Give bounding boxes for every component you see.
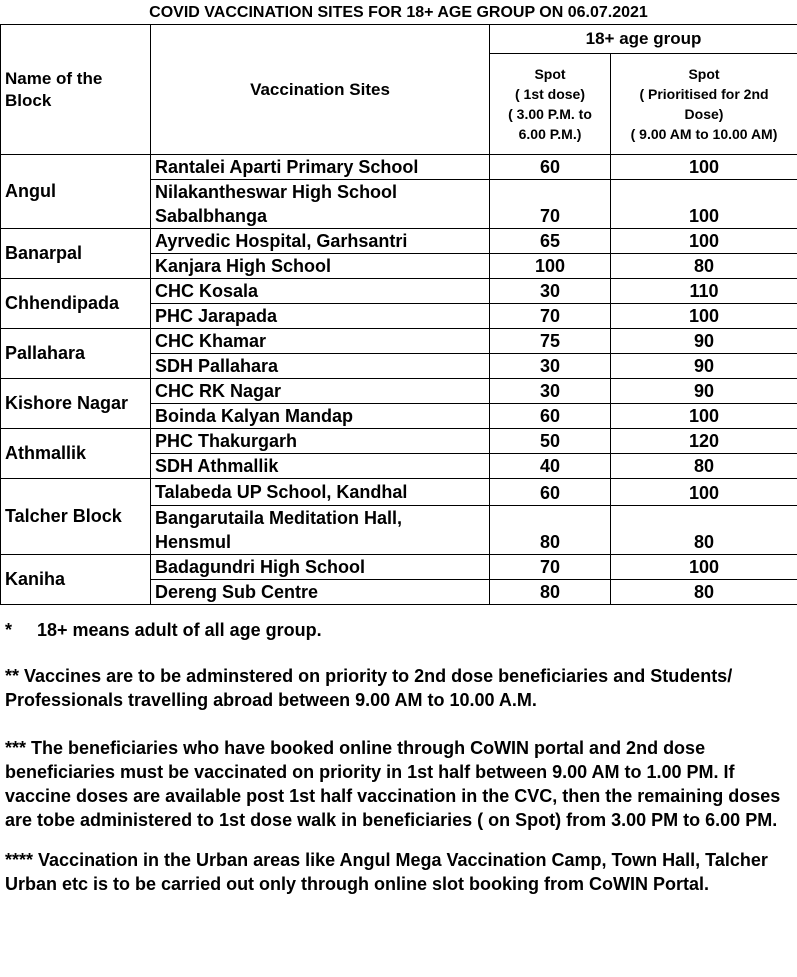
- spot-1st-dose: 30: [490, 379, 611, 404]
- table-row: [1, 555, 797, 580]
- header-block: Name of the Block: [1, 25, 151, 155]
- spot-2nd-dose: 100: [611, 180, 797, 229]
- spot-1st-dose: 50: [490, 429, 611, 454]
- spot-1st-dose: 80: [490, 506, 611, 555]
- header-row-1: [1, 25, 797, 54]
- header-spot-2nd-dose: Spot ( Prioritised for 2nd Dose) ( 9.00 AM to 10.00 AM): [611, 54, 797, 155]
- table-row: [1, 155, 797, 180]
- spot-2nd-dose: 100: [611, 304, 797, 329]
- spot-1st-dose: 60: [490, 155, 611, 180]
- site-name: SDH Athmallik: [151, 454, 490, 479]
- spot-2nd-dose: 80: [611, 580, 797, 605]
- site-name: Boinda Kalyan Mandap: [151, 404, 490, 429]
- spot-1st-dose: 30: [490, 279, 611, 304]
- spot-1st-dose: 75: [490, 329, 611, 354]
- table-row: [1, 429, 797, 454]
- table-row: [1, 479, 797, 506]
- site-name: CHC Kosala: [151, 279, 490, 304]
- site-name: PHC Jarapada: [151, 304, 490, 329]
- footnote-2: ** Vaccines are to be adminstered on priority to 2nd dose beneficiaries and Students/ Professionals travelling abroad between 9.00 AM to 10.00 A.M.: [5, 666, 733, 710]
- table-row: [1, 279, 797, 304]
- site-name: CHC RK Nagar: [151, 379, 490, 404]
- spot-1st-dose: 80: [490, 580, 611, 605]
- spot-2nd-dose: 90: [611, 354, 797, 379]
- site-name: SDH Pallahara: [151, 354, 490, 379]
- block-name: Kishore Nagar: [1, 379, 151, 429]
- footnote-4: **** Vaccination in the Urban areas like Angul Mega Vaccination Camp, Town Hall, Talcher Urban etc is to be carried out only through online slot booking from CoWIN Portal.: [5, 850, 768, 894]
- spot-2nd-dose: 100: [611, 555, 797, 580]
- site-name: Badagundri High School: [151, 555, 490, 580]
- spot-1st-dose: 60: [490, 404, 611, 429]
- spot-1st-dose: 70: [490, 555, 611, 580]
- block-name: Talcher Block: [1, 479, 151, 555]
- site-name: Talabeda UP School, Kandhal: [151, 479, 490, 506]
- spot-2nd-dose: 80: [611, 454, 797, 479]
- spot-2nd-dose: 90: [611, 329, 797, 354]
- spot-1st-dose: 65: [490, 229, 611, 254]
- spot-2nd-dose: 120: [611, 429, 797, 454]
- spot-2nd-dose: 100: [611, 229, 797, 254]
- header-spot-1st-dose: Spot ( 1st dose) ( 3.00 P.M. to 6.00 P.M.): [490, 54, 611, 155]
- spot-1st-dose: 30: [490, 354, 611, 379]
- spot-1st-dose: 40: [490, 454, 611, 479]
- table-row: [1, 379, 797, 404]
- block-name: Angul: [1, 155, 151, 229]
- header-sites: Vaccination Sites: [151, 25, 490, 155]
- spot-2nd-dose: 80: [611, 506, 797, 555]
- spot-1st-dose: 70: [490, 180, 611, 229]
- spot-2nd-dose: 100: [611, 479, 797, 506]
- spot-2nd-dose: 110: [611, 279, 797, 304]
- header-age-group: 18+ age group: [490, 25, 797, 54]
- document-title: COVID VACCINATION SITES FOR 18+ AGE GROUP ON 06.07.2021: [149, 4, 648, 21]
- spot-2nd-dose: 100: [611, 404, 797, 429]
- spot-2nd-dose: 100: [611, 155, 797, 180]
- block-name: Pallahara: [1, 329, 151, 379]
- vaccination-sites-table: [0, 24, 797, 605]
- site-name: Rantalei Aparti Primary School: [151, 155, 490, 180]
- spot-2nd-dose: 80: [611, 254, 797, 279]
- site-name: Kanjara High School: [151, 254, 490, 279]
- site-name: Nilakantheswar High School Sabalbhanga: [151, 180, 490, 229]
- spot-1st-dose: 60: [490, 479, 611, 506]
- footnotes: [5, 616, 790, 896]
- spot-1st-dose: 70: [490, 304, 611, 329]
- block-name: Chhendipada: [1, 279, 151, 329]
- site-name: PHC Thakurgarh: [151, 429, 490, 454]
- block-name: Athmallik: [1, 429, 151, 479]
- block-name: Banarpal: [1, 229, 151, 279]
- spot-2nd-dose: 90: [611, 379, 797, 404]
- site-name: Bangarutaila Meditation Hall, Hensmul: [151, 506, 490, 555]
- footnote-1: * 18+ means adult of all age group.: [5, 620, 322, 640]
- site-name: Ayrvedic Hospital, Garhsantri: [151, 229, 490, 254]
- table-row: [1, 329, 797, 354]
- spot-1st-dose: 100: [490, 254, 611, 279]
- table-row: [1, 229, 797, 254]
- site-name: Dereng Sub Centre: [151, 580, 490, 605]
- footnote-3: *** The beneficiaries who have booked online through CoWIN portal and 2nd dose beneficiaries must be vaccinated on priority in 1st half between 9.00 AM to 1.00 PM. If vaccine doses are available post 1st half vaccination in the CVC, then the remaining doses are tobe administered to 1st dose walk in beneficiaries ( on Spot) from 3.00 PM to 6.00 PM.: [5, 738, 781, 830]
- block-name: Kaniha: [1, 555, 151, 605]
- site-name: CHC Khamar: [151, 329, 490, 354]
